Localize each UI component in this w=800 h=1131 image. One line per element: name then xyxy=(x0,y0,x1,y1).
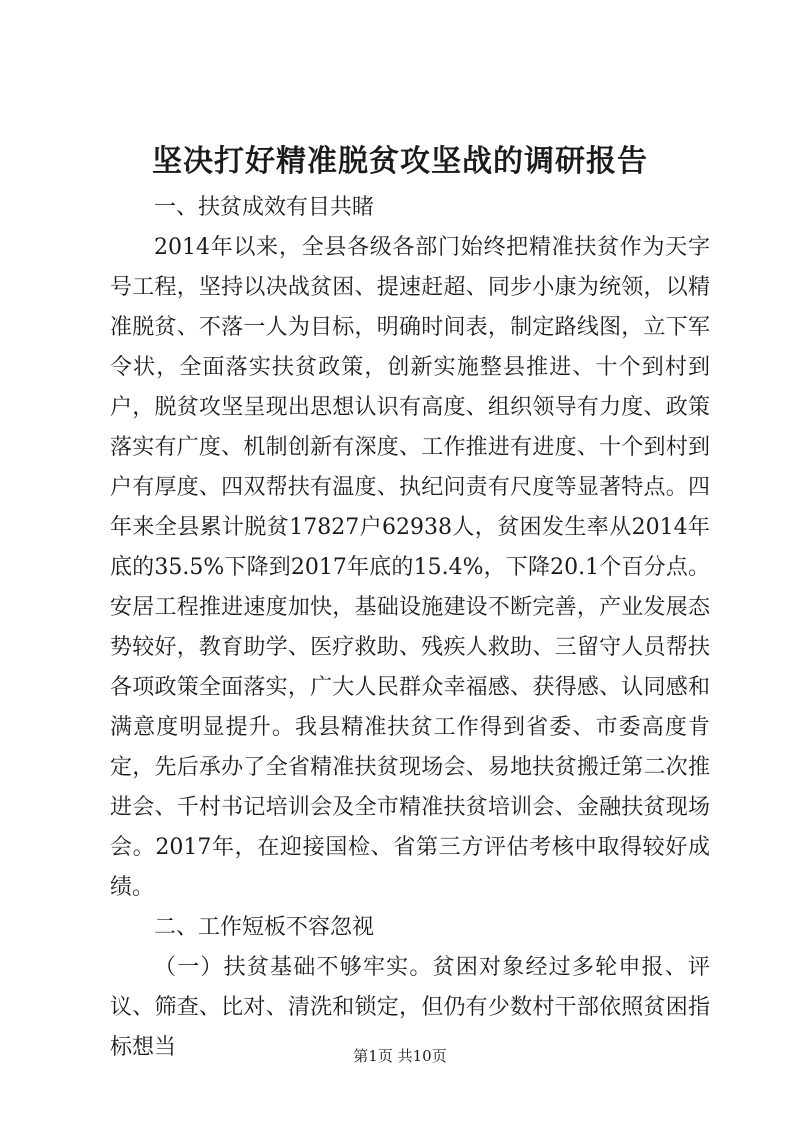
paragraph-foundation: （一）扶贫基础不够牢实。贫困对象经过多轮申报、评议、筛查、比对、清洗和锁定，但仍有少数村干部依照贫困指标想当 xyxy=(110,955,710,1060)
document-body xyxy=(110,188,710,1068)
paragraph-achievements: 2014年以来，全县各级各部门始终把精准扶贫作为天字号工程，坚持以决战贫困、提速赶超、同步小康为统领，以精准脱贫、不落一人为目标，明确时间表，制定路线图，立下军令状，全面落实扶贫政策，创新实施整县推进、十个到村到户，脱贫攻坚呈现出思想认识有高度、组织领导有力度、政策落实有广度、机制创新有深度、工作推进有进度、十个到村到户有厚度、四双帮扶有温度、执纪问责有尺度等显著特点。四年来全县累计脱贫17827户62938人，贫困发生率从2014年底的35.5%下降到2017年底的15.4%，下降20.1个百分点。安居工程推进速度加快，基础设施建设不断完善，产业发展态势较好，教育助学、医疗救助、残疾人救助、三留守人员帮扶各项政策全面落实，广大人民群众幸福感、获得感、认同感和满意度明显提升。我县精准扶贫工作得到省委、市委高度肯定，先后承办了全省精准扶贫现场会、易地扶贫搬迁第二次推进会、千村书记培训会及全市精准扶贫培训会、金融扶贫现场会。2017年，在迎接国检、省第三方评估考核中取得较好成绩。 xyxy=(110,235,710,900)
section-heading-2: 二、工作短板不容忽视 xyxy=(154,915,375,940)
page-footer: 第1页 共10页 xyxy=(353,1047,447,1065)
section-heading-1: 一、扶贫成效有目共睹 xyxy=(154,195,375,220)
document-title: 坚决打好精准脱贫攻坚战的调研报告 xyxy=(152,144,648,179)
